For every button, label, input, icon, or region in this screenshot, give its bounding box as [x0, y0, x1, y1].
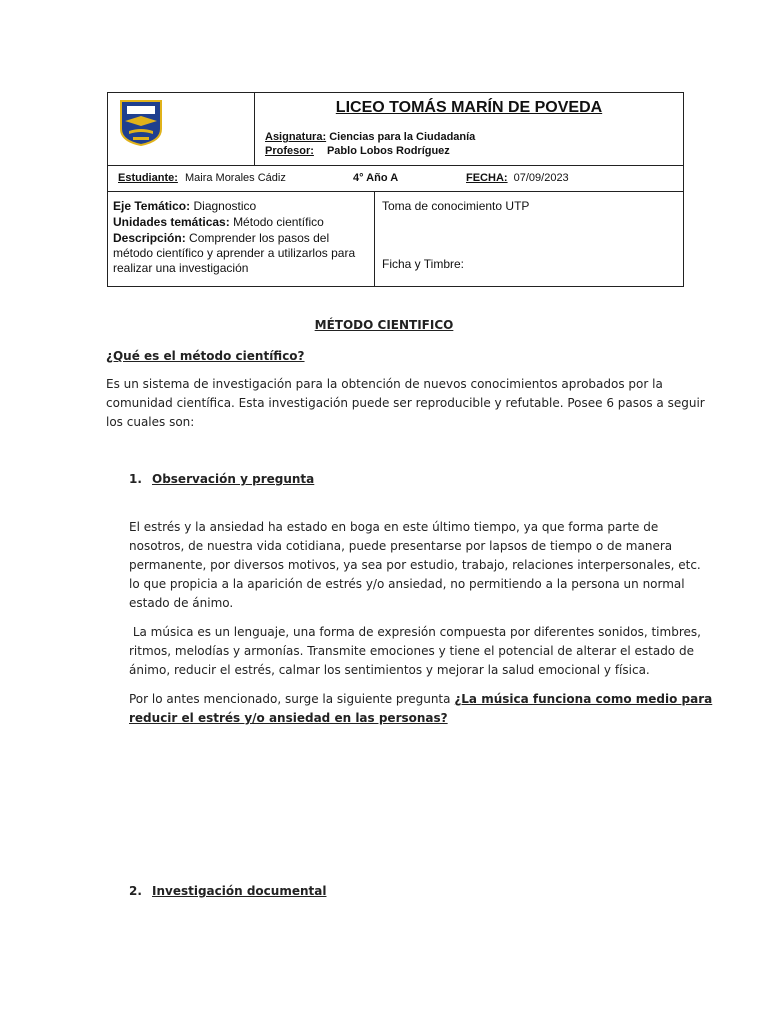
- logo-cell: [108, 93, 255, 165]
- para1-line-5: estado de ánimo.: [129, 596, 234, 610]
- para3-question-part-1: ¿La música funciona como medio para: [454, 692, 713, 706]
- units-label: Unidades temáticas:: [113, 215, 230, 229]
- para1-line-4: lo que propicia a la aparición de estrés y/o ansiedad, no permitiendo a la persona un normal: [129, 577, 685, 591]
- header-row-student: [108, 165, 683, 192]
- para1-line-1: El estrés y la ansiedad ha estado en boga en este último tiempo, ya que forma parte de: [129, 520, 659, 534]
- description-cell: [108, 191, 375, 286]
- header-row-description: [108, 191, 683, 286]
- subject-line: [265, 131, 475, 143]
- date-line: [466, 172, 569, 184]
- intro-line-3: los cuales son:: [106, 415, 195, 429]
- teacher-label: Profesor:: [265, 145, 314, 157]
- student-line: [118, 172, 286, 184]
- header-table: [107, 92, 684, 287]
- subject-label: Asignatura:: [265, 131, 327, 143]
- intro-line-2: comunidad científica. Esta investigación puede ser reproducible y refutable. Posee 6 pasos a seguir: [106, 396, 705, 410]
- para3-line-1: [129, 690, 712, 709]
- step1-number: 1.: [129, 472, 142, 486]
- para3-prefix: Por lo antes mencionado, surge la siguiente pregunta: [129, 692, 455, 706]
- subject-value: Ciencias para la Ciudadanía: [329, 131, 476, 143]
- grade: 4° Año A: [353, 172, 399, 184]
- teacher-line: [265, 145, 450, 157]
- utp-note: Toma de conocimiento UTP: [382, 199, 530, 213]
- teacher-value: Pablo Lobos Rodríguez: [326, 145, 450, 157]
- para2-line-1: La música es un lenguaje, una forma de expresión compuesta por diferentes sonidos, timbres,: [129, 625, 701, 639]
- date-label: FECHA:: [466, 172, 508, 184]
- step1-title: Observación y pregunta: [152, 472, 315, 486]
- desc-line-2: método científico y aprender a utilizarlos para: [113, 246, 356, 260]
- units-value: Método científico: [233, 215, 324, 229]
- para1-line-2: nosotros, de nuestra vida cotidiana, puede presentarse por lapsos de tiempo o de manera: [129, 539, 673, 553]
- question-heading: ¿Qué es el método científico?: [106, 349, 305, 363]
- date-value: 07/09/2023: [513, 172, 569, 184]
- para2-line-2: ritmos, melodías y armonías. Transmite emociones y tiene el potencial de alterar el estado de: [129, 644, 694, 658]
- student-label: Estudiante:: [118, 172, 178, 184]
- desc-line-3: realizar una investigación: [113, 261, 249, 275]
- axis-label: Eje Temático:: [113, 199, 191, 213]
- para2-line-3: ánimo, reducir el estrés, calmar los sentimientos y mejorar la salud emocional y física.: [129, 663, 650, 677]
- school-name: LICEO TOMÁS MARÍN DE POVEDA: [335, 99, 603, 116]
- para3-question-part-2: reducir el estrés y/o ansiedad en las personas?: [129, 711, 448, 725]
- desc-label: Descripción:: [113, 231, 186, 245]
- doc-title: MÉTODO CIENTIFICO: [314, 318, 454, 332]
- para1-line-3: permanente, por diversos motivos, ya sea por estudio, trabajo, relaciones interpersonales, etc.: [129, 558, 701, 572]
- student-value: Maira Morales Cádiz: [184, 172, 286, 184]
- axis-line: [113, 199, 371, 214]
- stamp-label: Ficha y Timbre:: [382, 257, 465, 271]
- desc-line-1: [113, 231, 371, 246]
- step2-title: Investigación documental: [152, 884, 327, 898]
- desc-text-1: Comprender los pasos del: [189, 231, 330, 245]
- step2-number: 2.: [129, 884, 142, 898]
- intro-line-1: Es un sistema de investigación para la obtención de nuevos conocimientos aprobados por la: [106, 377, 663, 391]
- header-row-school: [108, 93, 683, 166]
- axis-value: Diagnostico: [193, 199, 257, 213]
- school-crest-icon: [119, 99, 163, 147]
- units-line: [113, 215, 371, 230]
